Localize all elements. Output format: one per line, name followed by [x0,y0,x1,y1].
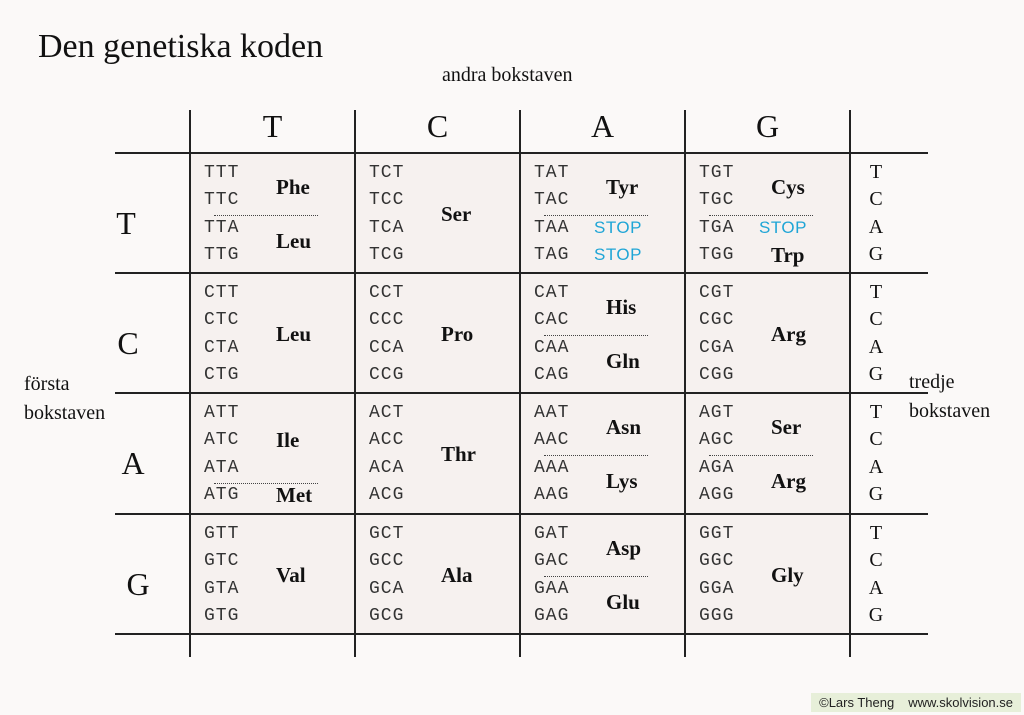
codon: AAG [534,485,570,505]
amino-acid-label: Phe [276,174,310,199]
third-letter-c: C [869,308,883,330]
codon: CAT [534,283,570,303]
codon-group-divider [709,215,813,216]
author-credit: ©Lars Theng [819,695,895,710]
codon: GCG [369,606,405,626]
third-letter-g: G [868,243,884,265]
amino-acid-label: Glu [606,590,640,615]
codon: TTG [204,245,240,265]
codon: ACC [369,430,405,450]
codon-group-divider [544,455,648,456]
codon-group-divider [544,215,648,216]
codon: TGC [699,190,735,210]
codon: AGC [699,430,735,450]
codon: TTA [204,218,240,238]
codon-group-divider [544,576,648,577]
amino-acid-label: Ser [441,201,472,226]
codon: CGT [699,283,735,303]
amino-acid-label: His [606,294,637,319]
codon: TCT [369,163,405,183]
column-header-g: G [755,108,780,144]
codon: TAC [534,190,570,210]
amino-acid-label: Thr [441,441,477,466]
third-axis-line-1: tredje [909,371,955,393]
third-axis-line-2: bokstaven [909,400,991,422]
first-axis-line-1: första [24,373,70,395]
amino-acid-label: Ala [441,562,473,587]
codon: ACA [369,458,405,478]
codon: GTT [204,524,240,544]
codon: TCG [369,245,405,265]
codon: GAT [534,524,570,544]
codon: AGA [699,458,735,478]
codon: TGT [699,163,735,183]
codon: GGC [699,551,735,571]
third-letter-a: A [868,456,884,478]
website-credit: www.skolvision.se [908,695,1013,710]
codon: TCC [369,190,405,210]
amino-acid-label: Trp [771,242,805,267]
codon: GGA [699,579,735,599]
codon: TGA [699,218,735,238]
codon-group-divider [544,335,648,336]
codon: CCT [369,283,405,303]
codon: GCA [369,579,405,599]
codon: GCT [369,524,405,544]
amino-acid-label: Cys [771,174,805,199]
codon: AAA [534,458,570,478]
row-header-c: C [117,325,139,361]
third-letter-a: A [868,216,884,238]
codon: CCA [369,338,405,358]
third-letter-c: C [869,428,883,450]
amino-acid-label: Ile [276,428,300,453]
codon: CGC [699,310,735,330]
row-header-a: A [121,445,145,481]
codon: AGG [699,485,735,505]
second-letter-axis-label: andra bokstaven [442,64,573,86]
amino-acid-label: Leu [276,229,312,254]
codon: GAG [534,606,570,626]
codon: CAC [534,310,570,330]
codon: TCA [369,218,405,238]
amino-acid-label: Tyr [606,174,639,199]
codon: TAG [534,245,570,265]
stop-codon-label: STOP [594,244,642,264]
codon: CAG [534,365,570,385]
codon: GAA [534,579,570,599]
amino-acid-label: Met [276,482,313,507]
third-letter-t: T [869,281,883,303]
third-letter-a: A [868,336,884,358]
page-title: Den genetiska koden [38,28,324,65]
codon: CAA [534,338,570,358]
row-header-t: T [116,205,136,241]
codon: CTG [204,365,240,385]
amino-acid-label: Arg [771,469,806,494]
third-letter-c: C [869,549,883,571]
row-header-g: G [126,566,150,602]
codon-group-divider [214,483,318,484]
column-header-a: A [590,108,615,144]
amino-acid-label: Pro [441,321,474,346]
amino-acid-label: Asp [606,535,642,560]
codon: CGG [699,365,735,385]
codon: CTA [204,338,240,358]
codon: GTG [204,606,240,626]
codon: CCG [369,365,405,385]
amino-acid-label: Ser [771,414,802,439]
amino-acid-label: Gly [771,562,804,587]
amino-acid-label: Val [276,562,306,587]
third-letter-a: A [868,577,884,599]
codon: ATA [204,458,240,478]
codon: TAT [534,163,570,183]
codon-group-divider [214,215,318,216]
third-letter-c: C [869,188,883,210]
stop-codon-label: STOP [594,217,642,237]
codon: TTC [204,190,240,210]
third-letter-t: T [869,401,883,423]
amino-acid-label: Asn [606,414,642,439]
codon: GTC [204,551,240,571]
codon: GTA [204,579,240,599]
codon: CTT [204,283,240,303]
codon: TAA [534,218,570,238]
codon: CTC [204,310,240,330]
amino-acid-label: Gln [606,349,640,374]
column-header-t: T [262,108,283,144]
codon: TGG [699,245,735,265]
third-letter-t: T [869,161,883,183]
codon: ATC [204,430,240,450]
codon-group-divider [709,455,813,456]
amino-acid-label: Lys [606,469,638,494]
codon: AAT [534,403,570,423]
codon: ATT [204,403,240,423]
codon: ACT [369,403,405,423]
credit-footer [811,693,1021,712]
amino-acid-label: Arg [771,321,806,346]
codon: GAC [534,551,570,571]
codon: TTT [204,163,240,183]
codon: ATG [204,485,240,505]
third-letter-g: G [868,483,884,505]
third-letter-t: T [869,522,883,544]
codon: CGA [699,338,735,358]
codon: ACG [369,485,405,505]
codon: CCC [369,310,405,330]
amino-acid-label: Leu [276,321,312,346]
codon: GCC [369,551,405,571]
column-header-c: C [426,108,449,144]
first-axis-line-2: bokstaven [24,402,106,424]
third-letter-g: G [868,363,884,385]
third-letter-g: G [868,604,884,626]
stop-codon-label: STOP [759,217,807,237]
codon: GGT [699,524,735,544]
codon: GGG [699,606,735,626]
codon: AGT [699,403,735,423]
codon: AAC [534,430,570,450]
